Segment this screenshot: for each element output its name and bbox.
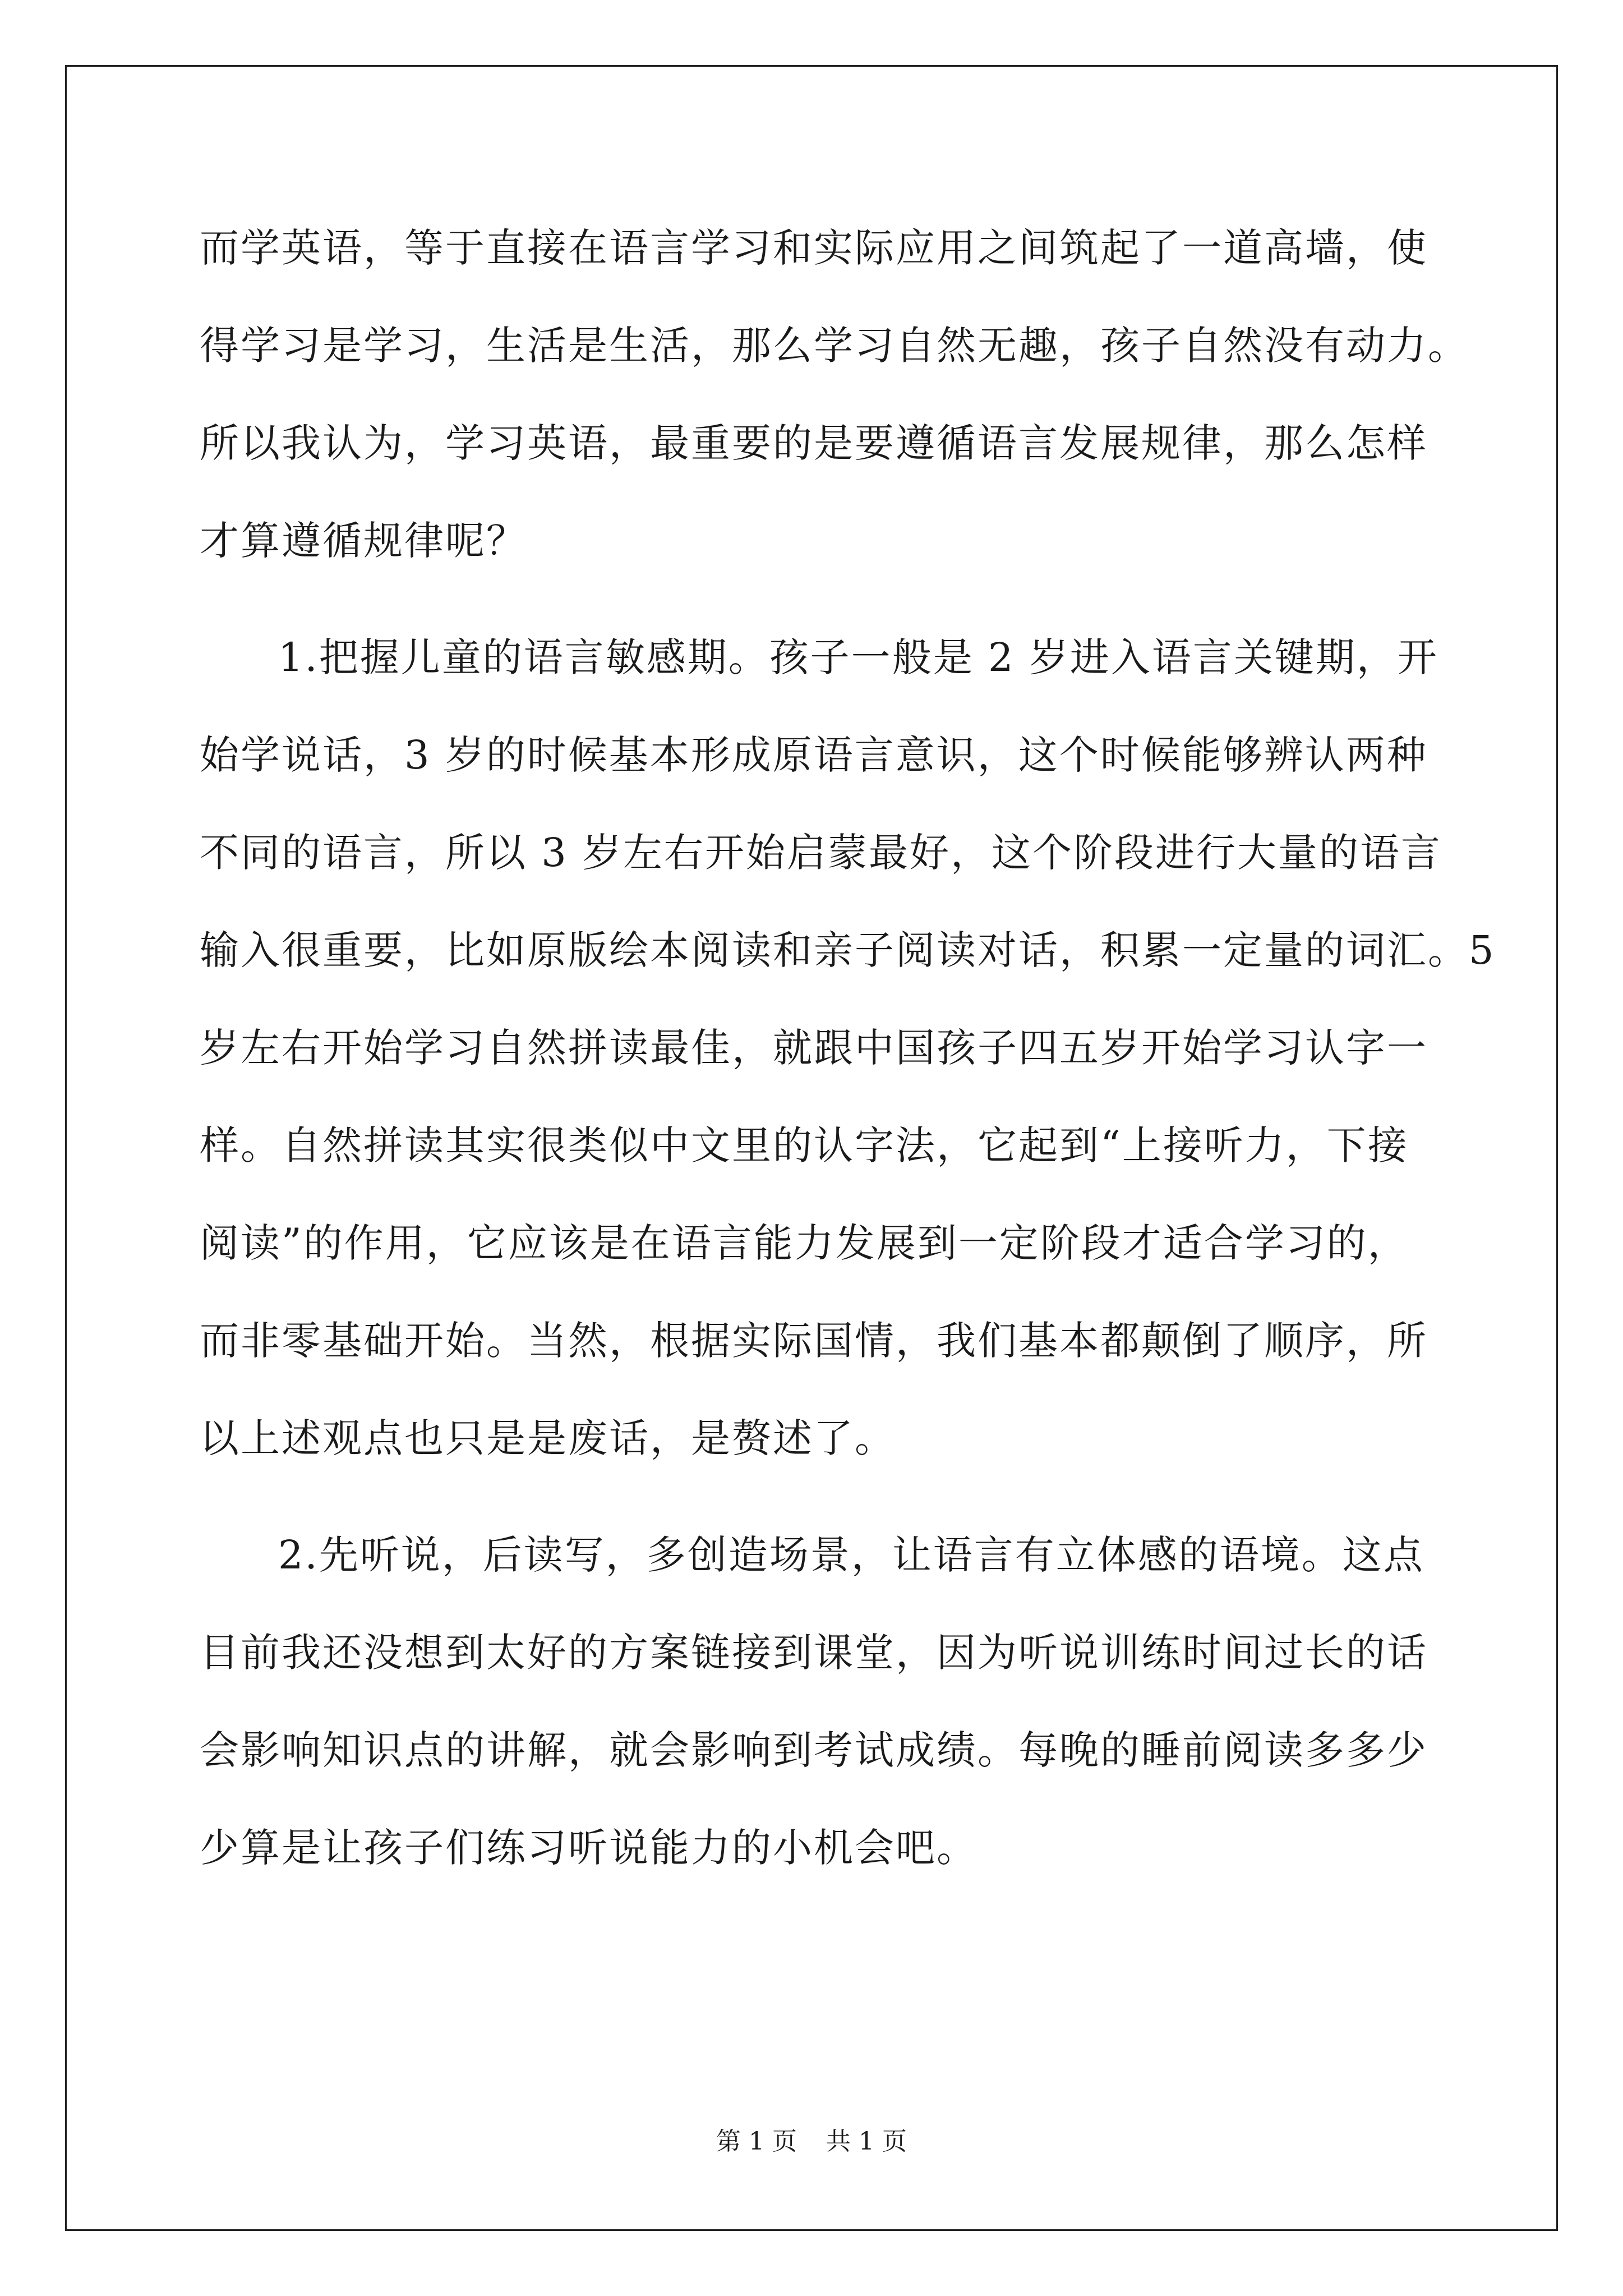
- text-line: 才算遵循规律呢？: [200, 518, 527, 564]
- text-line: 得学习是学习，生活是生活，那么学习自然无趣，孩子自然没有动力。: [200, 323, 1469, 369]
- text-line: 岁左右开始学习自然拼读最佳，就跟中国孩子四五岁开始学习认字一: [200, 1025, 1428, 1071]
- text-line: 阅读”的作用，它应该是在语言能力发展到一定阶段才适合学习的，: [200, 1220, 1409, 1266]
- document-body: [200, 199, 1496, 1897]
- text-line: 1.把握儿童的语言敏感期。孩子一般是 2 岁进入语言关键期，开: [278, 634, 1438, 680]
- text-line: 始学说话，3 岁的时候基本形成原语言意识，这个时候能够辨认两种: [200, 732, 1428, 778]
- page-number-total: 共 1 页: [826, 2127, 907, 2156]
- text-line: 输入很重要，比如原版绘本阅读和亲子阅读对话，积累一定量的词汇。5: [200, 927, 1496, 973]
- text-line: 所以我认为，学习英语，最重要的是要遵循语言发展规律，那么怎样: [200, 420, 1428, 466]
- text-line: 而非零基础开始。当然，根据实际国情，我们基本都颠倒了顺序，所: [200, 1318, 1428, 1364]
- text-line: 会影响知识点的讲解，就会影响到考试成绩。每晚的睡前阅读多多少: [200, 1727, 1428, 1773]
- text-line: 少算是让孩子们练习听说能力的小机会吧。: [200, 1825, 978, 1871]
- text-line: 2.先听说，后读写，多创造场景，让语言有立体感的语境。这点: [278, 1532, 1424, 1578]
- paragraph-1: [200, 199, 1469, 590]
- text-line: 以上述观点也只是是废话，是赘述了。: [200, 1415, 896, 1461]
- page-number-current: 第 1 页: [716, 2127, 797, 2156]
- paragraph-3: [200, 1506, 1428, 1897]
- text-line: 样。自然拼读其实很类似中文里的认字法，它起到“上接听力，下接: [200, 1122, 1409, 1168]
- text-line: 不同的语言，所以 3 岁左右开始启蒙最好，这个阶段进行大量的语言: [200, 830, 1442, 876]
- page-footer: [0, 2125, 1623, 2159]
- paragraph-2: [200, 609, 1496, 1487]
- text-line: 而学英语，等于直接在语言学习和实际应用之间筑起了一道高墙，使: [200, 225, 1428, 271]
- text-line: 目前我还没想到太好的方案链接到课堂，因为听说训练时间过长的话: [200, 1630, 1428, 1676]
